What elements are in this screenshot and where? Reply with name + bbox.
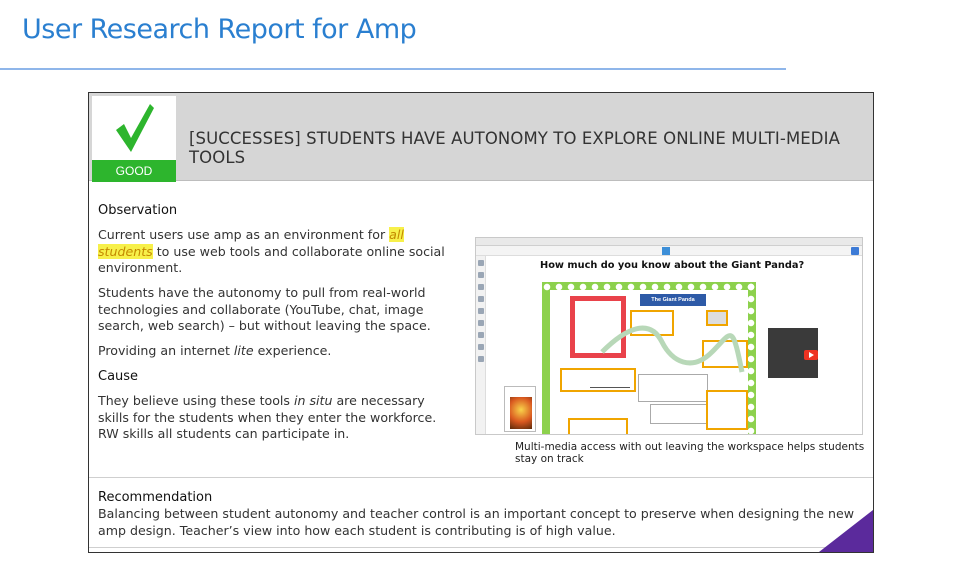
observation-p1-before: Current users use amp as an environment for (98, 227, 390, 242)
tool-icon (478, 260, 484, 266)
tool-rail (476, 256, 486, 435)
report-title: User Research Report for Amp (22, 14, 417, 45)
cause-heading: Cause (98, 369, 139, 384)
observation-p3-after: experience. (253, 343, 332, 358)
observation-heading: Observation (98, 203, 178, 218)
section-divider (89, 477, 874, 478)
corner-accent (819, 510, 873, 552)
badge-label: GOOD (92, 160, 176, 182)
tool-icon (478, 272, 484, 278)
tool-icon (478, 308, 484, 314)
status-badge (92, 96, 176, 182)
bottom-divider (89, 547, 874, 548)
observation-p3-before: Providing an internet (98, 343, 234, 358)
observation-paragraph-1 (98, 227, 458, 277)
observation-paragraph-3 (98, 343, 458, 360)
checkmark-icon (112, 100, 156, 156)
screenshot-caption: Multi-media access with out leaving the workspace helps students stay on track (515, 441, 865, 465)
cause-p-em: in situ (293, 393, 333, 408)
toolbar-square-icon (662, 247, 670, 255)
play-icon (804, 350, 818, 360)
recommendation-text: Balancing between student autonomy and teacher control is an important concept to preserve when designing the new amp design. Teacher’s view into how each student is contributing is of high value. (98, 506, 855, 538)
cause-paragraph (98, 393, 458, 443)
observation-p3-em: lite (233, 343, 254, 358)
finding-headline: [SUCCESSES] STUDENTS HAVE AUTONOMY TO EXPLORE ONLINE MULTI-MEDIA TOOLS (189, 129, 840, 167)
flow-curve (542, 282, 756, 435)
recommendation-heading: Recommendation (98, 490, 213, 505)
observation-paragraph-2: Students have the autonomy to pull from real-world technologies and collaborate (YouTube, chat, image search, web search) – but without leaving the space. (98, 285, 431, 333)
observation-p1-after: to use web tools and collaborate online social environment. (98, 243, 445, 275)
artwork-thumbnail (504, 386, 536, 432)
browser-bar (476, 238, 862, 246)
finding-card (88, 92, 874, 553)
activity-board (542, 282, 756, 435)
highlight-all-students: all students (98, 227, 404, 259)
screenshot-question: How much do you know about the Giant Panda? (540, 260, 805, 271)
title-rule (0, 68, 786, 70)
amp-screenshot (475, 237, 863, 435)
tool-icon (478, 296, 484, 302)
cause-p-after: are necessary skills for the students when they enter the workforce. RW skills all students can participate in. (98, 393, 437, 441)
user-icon (851, 247, 859, 255)
cause-p-before: They believe using these tools (98, 393, 294, 408)
tool-icon (478, 284, 484, 290)
tool-icon (478, 320, 484, 326)
tool-icon (478, 356, 484, 362)
tool-icon (478, 344, 484, 350)
tool-icon (478, 332, 484, 338)
finding-header (89, 93, 874, 181)
panda-title-card: The Giant Panda (640, 294, 706, 306)
